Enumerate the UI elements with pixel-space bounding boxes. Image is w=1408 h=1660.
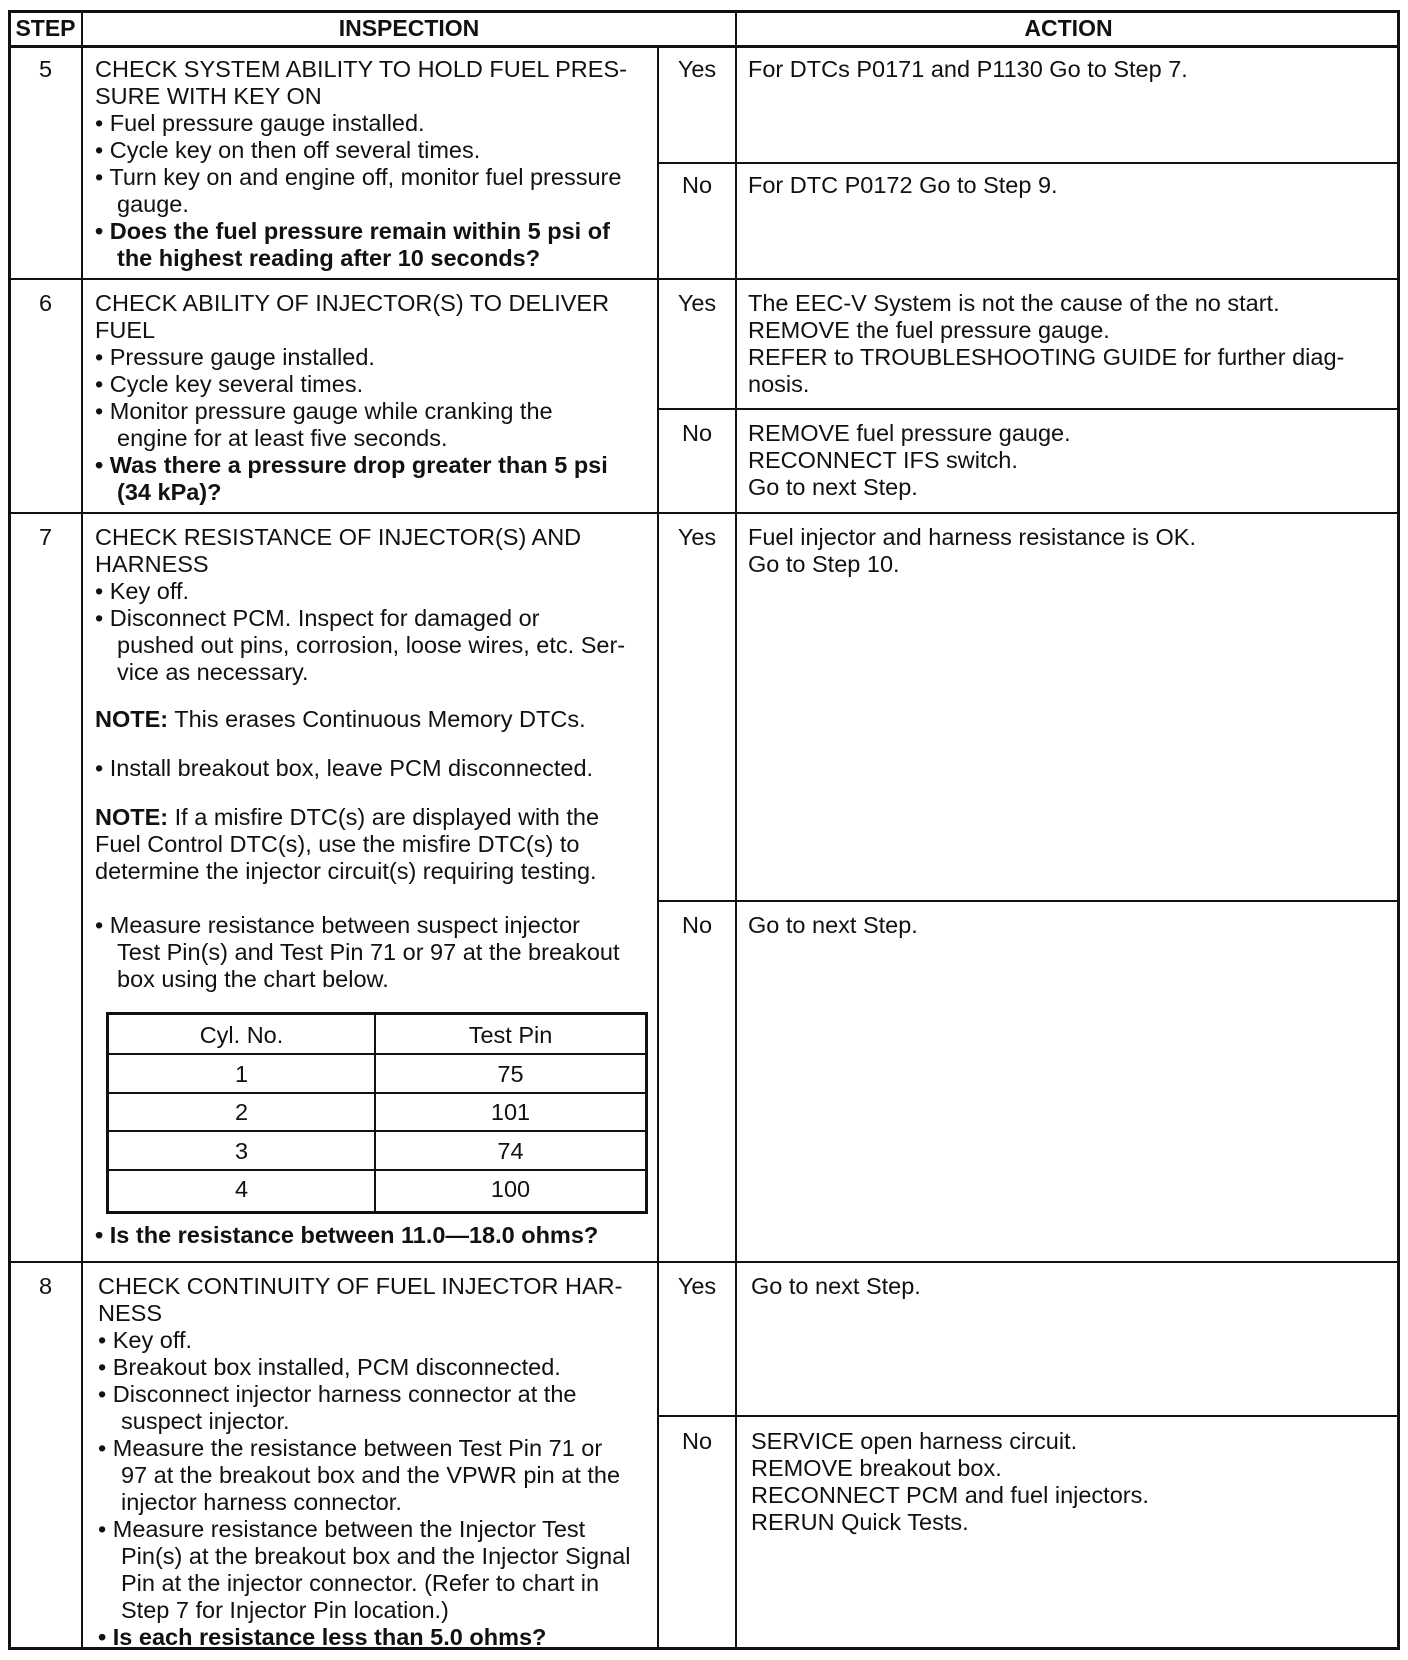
step7-no-action: Go to next Step. — [748, 912, 918, 938]
step7-note1 — [95, 706, 586, 733]
step-number: 7 — [38, 524, 53, 550]
pin-chart-cell: 101 — [490, 1099, 531, 1125]
step6-question: • Was there a pressure drop greater than 5 psi — [95, 452, 608, 478]
pin-chart-row-divider — [109, 1130, 645, 1132]
step6-yesno-divider — [657, 408, 1400, 410]
note-label: NOTE: — [95, 706, 169, 732]
row-divider-7-8 — [8, 1261, 1400, 1263]
step5-no-action: For DTC P0172 Go to Step 9. — [748, 172, 1058, 198]
yes-label: Yes — [677, 1273, 717, 1299]
step8-title-1: CHECK CONTINUITY OF FUEL INJECTOR HAR- — [98, 1273, 623, 1299]
col-divider-action — [735, 10, 737, 1650]
col-divider-step — [81, 10, 83, 1650]
step7-item: • Key off. — [95, 578, 190, 604]
step6-no-action: Go to next Step. — [748, 474, 918, 500]
step-number: 5 — [38, 56, 53, 82]
step8-question: • Is each resistance less than 5.0 ohms? — [98, 1624, 547, 1650]
step8-item-cont: suspect injector. — [121, 1408, 290, 1434]
step7-title-2: HARNESS — [95, 551, 209, 577]
note-text: If a misfire DTC(s) are displayed with the — [174, 804, 600, 830]
yes-label: Yes — [677, 56, 717, 82]
step7-note2 — [95, 804, 599, 831]
step7-measure: • Measure resistance between suspect injector — [95, 912, 580, 938]
step8-item-cont: Pin(s) at the breakout box and the Injector Signal — [121, 1543, 631, 1569]
step8-item: • Key off. — [98, 1327, 193, 1353]
pin-chart-row-divider — [109, 1092, 645, 1094]
header-inspection: INSPECTION — [338, 15, 480, 41]
step5-item: • Turn key on and engine off, monitor fuel pressure — [95, 164, 622, 190]
note-text: This erases Continuous Memory DTCs. — [174, 706, 586, 732]
step7-item-cont: pushed out pins, corrosion, loose wires, etc. Ser- — [117, 632, 626, 658]
step6-item: • Cycle key several times. — [95, 371, 364, 397]
step8-item-cont: Pin at the injector connector. (Refer to chart in — [121, 1570, 600, 1596]
step8-item: • Measure resistance between the Injector Test — [98, 1516, 586, 1542]
step-number: 6 — [38, 290, 53, 316]
step6-yes-action: REMOVE the fuel pressure gauge. — [748, 317, 1110, 343]
pin-chart-cell: 3 — [234, 1138, 249, 1164]
step6-yes-action: The EEC-V System is not the cause of the no start. — [748, 290, 1280, 316]
pin-chart-cell: 74 — [497, 1138, 524, 1164]
step6-no-action: RECONNECT IFS switch. — [748, 447, 1018, 473]
step5-item: • Cycle key on then off several times. — [95, 137, 481, 163]
step8-item-cont: injector harness connector. — [121, 1489, 402, 1515]
header-step: STEP — [15, 15, 76, 41]
pin-chart-header-cyl: Cyl. No. — [199, 1022, 284, 1048]
step8-title-2: NESS — [98, 1300, 162, 1326]
pin-chart-cell: 75 — [497, 1061, 524, 1087]
step7-question: • Is the resistance between 11.0—18.0 ohms? — [95, 1222, 599, 1248]
step8-item-cont: 97 at the breakout box and the VPWR pin at the — [121, 1462, 621, 1488]
pin-chart-cell: 100 — [490, 1176, 531, 1202]
step7-yesno-divider — [657, 900, 1400, 902]
step7-yes-action: Fuel injector and harness resistance is OK. — [748, 524, 1197, 550]
pin-chart-header-divider — [109, 1053, 645, 1055]
no-label: No — [681, 420, 713, 446]
injector-pin-chart — [106, 1012, 648, 1214]
header-action: ACTION — [1024, 15, 1113, 41]
step7-note2-cont: Fuel Control DTC(s), use the misfire DTC(s) to — [95, 831, 580, 857]
step6-item: • Pressure gauge installed. — [95, 344, 375, 370]
step8-no-action: SERVICE open harness circuit. — [751, 1428, 1078, 1454]
step8-no-action: RERUN Quick Tests. — [751, 1509, 969, 1535]
step6-title-1: CHECK ABILITY OF INJECTOR(S) TO DELIVER — [95, 290, 610, 316]
pin-chart-header-pin: Test Pin — [468, 1022, 553, 1048]
step8-item-cont: Step 7 for Injector Pin location.) — [121, 1597, 449, 1623]
pin-chart-cell: 1 — [234, 1061, 249, 1087]
step-number: 8 — [38, 1273, 53, 1299]
step5-question: • Does the fuel pressure remain within 5 psi of — [95, 218, 610, 244]
yes-label: Yes — [677, 524, 717, 550]
step7-yes-action: Go to Step 10. — [748, 551, 900, 577]
step5-item-cont: gauge. — [117, 191, 189, 217]
step5-title-2: SURE WITH KEY ON — [95, 83, 322, 109]
row-divider-5-6 — [8, 278, 1400, 280]
step5-yesno-divider — [657, 162, 1400, 164]
col-divider-yesno — [657, 47, 659, 1650]
step6-no-action: REMOVE fuel pressure gauge. — [748, 420, 1071, 446]
yes-label: Yes — [677, 290, 717, 316]
step6-question-cont: (34 kPa)? — [117, 479, 222, 505]
row-divider-6-7 — [8, 512, 1400, 514]
step8-item: • Breakout box installed, PCM disconnected. — [98, 1354, 561, 1380]
pin-chart-cell: 4 — [234, 1176, 249, 1202]
step6-title-2: FUEL — [95, 317, 156, 343]
note-label: NOTE: — [95, 804, 169, 830]
step8-item: • Disconnect injector harness connector at the — [98, 1381, 577, 1407]
step6-yes-action: nosis. — [748, 371, 810, 397]
no-label: No — [681, 172, 713, 198]
step8-no-action: REMOVE breakout box. — [751, 1455, 1002, 1481]
pin-chart-row-divider — [109, 1169, 645, 1171]
step7-item-cont: vice as necessary. — [117, 659, 309, 685]
step8-no-action: RECONNECT PCM and fuel injectors. — [751, 1482, 1149, 1508]
step5-item: • Fuel pressure gauge installed. — [95, 110, 425, 136]
step7-measure-cont: box using the chart below. — [117, 966, 389, 992]
step7-title-1: CHECK RESISTANCE OF INJECTOR(S) AND — [95, 524, 582, 550]
step6-item: • Monitor pressure gauge while cranking the — [95, 398, 553, 424]
step7-measure-cont: Test Pin(s) and Test Pin 71 or 97 at the breakout — [117, 939, 620, 965]
step5-yes-action: For DTCs P0171 and P1130 Go to Step 7. — [748, 56, 1188, 82]
no-label: No — [681, 912, 713, 938]
step6-yes-action: REFER to TROUBLESHOOTING GUIDE for further diag- — [748, 344, 1345, 370]
step5-title-1: CHECK SYSTEM ABILITY TO HOLD FUEL PRES- — [95, 56, 627, 82]
step7-item: • Disconnect PCM. Inspect for damaged or — [95, 605, 540, 631]
step8-item: • Measure the resistance between Test Pin 71 or — [98, 1435, 603, 1461]
step6-item-cont: engine for at least five seconds. — [117, 425, 448, 451]
pin-chart-cell: 2 — [234, 1099, 249, 1125]
no-label: No — [681, 1428, 713, 1454]
step7-install: • Install breakout box, leave PCM disconnected. — [95, 755, 594, 781]
header-divider — [8, 45, 1400, 48]
step7-note2-cont: determine the injector circuit(s) requiring testing. — [95, 858, 597, 884]
step8-yesno-divider — [657, 1415, 1400, 1417]
step8-yes-action: Go to next Step. — [751, 1273, 921, 1299]
step5-question-cont: the highest reading after 10 seconds? — [117, 245, 541, 271]
